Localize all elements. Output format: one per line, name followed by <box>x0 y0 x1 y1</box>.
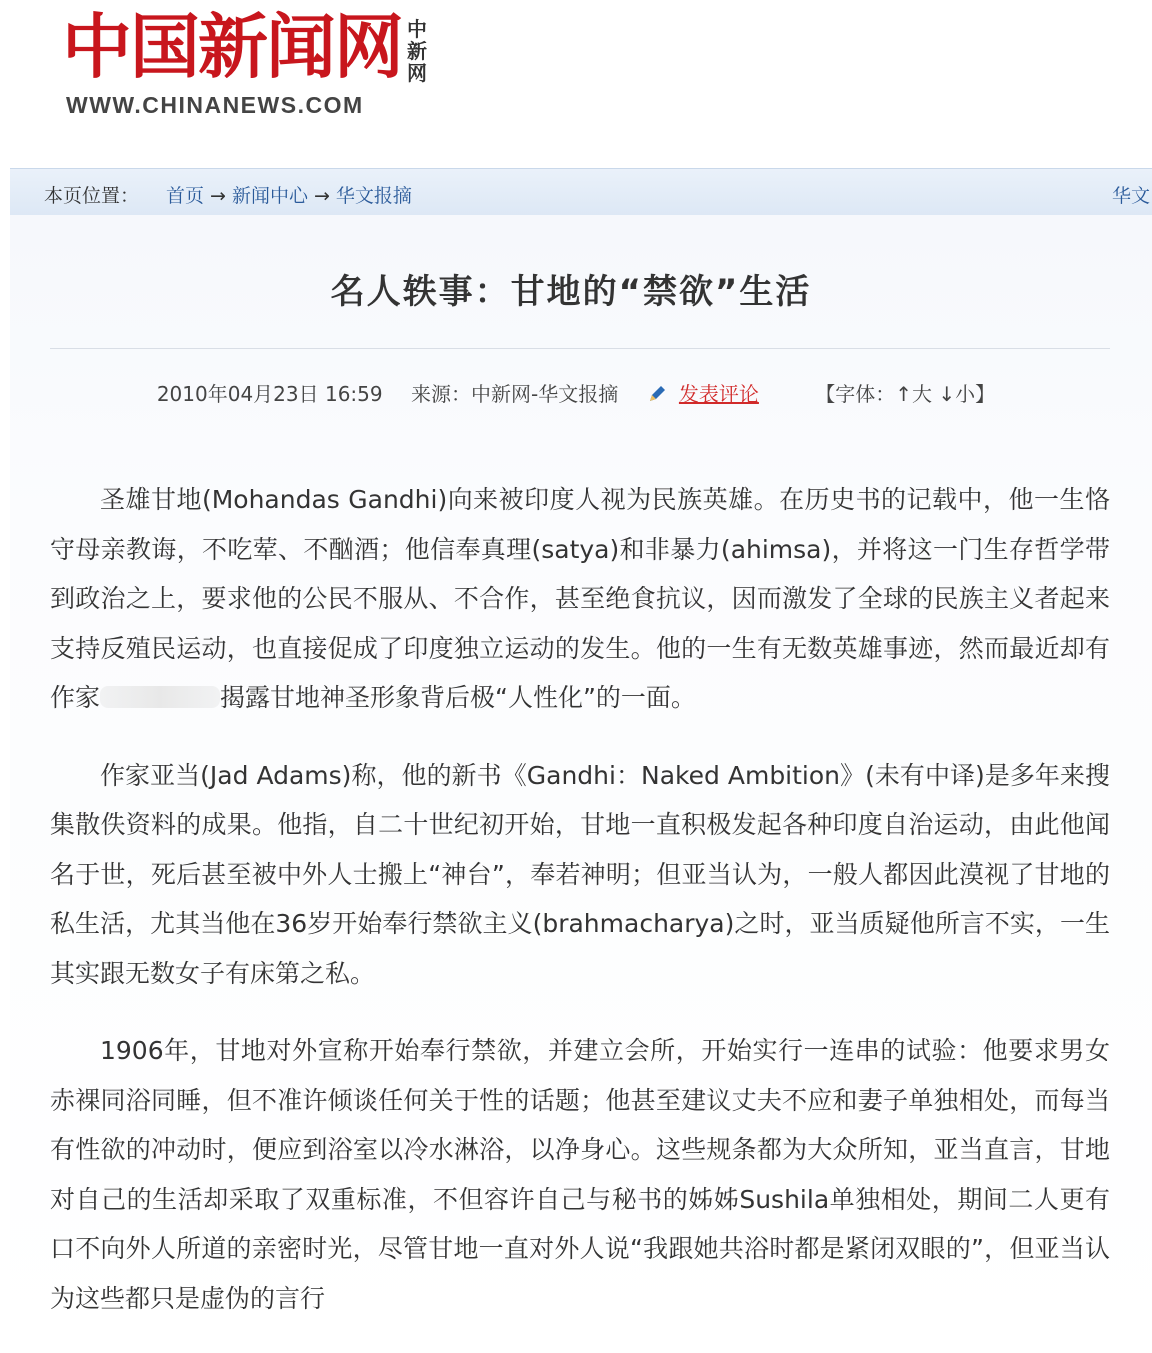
pencil-icon <box>647 384 667 404</box>
paragraph-text: 揭露甘地神圣形象背后极“人性化”的一面。 <box>220 683 696 712</box>
breadcrumb-bar <box>10 168 1152 216</box>
breadcrumb-home-link[interactable]: 首页 <box>166 185 205 207</box>
paragraph <box>50 751 1110 999</box>
article-title: 名人轶事：甘地的“禁欲”生活 <box>330 272 812 312</box>
title-divider <box>50 348 1110 349</box>
paragraph-text: 圣雄甘地(Mohandas Gandhi)向来被印度人视为民族英雄。在历史书的记载中，他一生恪守母亲教诲，不吃荤、不酗酒；他信奉真理(satya)和非暴力(ahimsa)，并将这一门生存哲学带到政治之上，要求他的公民不服从、不合作，甚至绝食抗议，因而激发了全球的民族主义者起来支持反殖民运动，也直接促成了印度独立运动的发生。他的一生有无数英雄事迹，然而最近却有作家 <box>50 485 1110 712</box>
logo-url-text: WWW.CHINANEWS.COM <box>66 92 364 118</box>
breadcrumb-news-center-link[interactable]: 新闻中心 <box>231 185 308 207</box>
arrow-right-icon: → <box>210 185 226 207</box>
article-datetime: 2010年04月23日 16:59 <box>156 382 383 406</box>
paragraph <box>50 475 1110 723</box>
article-meta <box>0 378 1152 407</box>
logo-small-text: 中新网 <box>407 17 427 85</box>
site-logo[interactable] <box>62 6 442 124</box>
breadcrumb <box>166 181 412 208</box>
font-size-control[interactable]: 【字体：↑大 ↓小】 <box>815 382 996 406</box>
paragraph-text: 1906年，甘地对外宣称开始奉行禁欲，并建立会所，开始实行一连串的试验：他要求男女赤裸同浴同睡，但不准许倾谈任何关于性的话题；他甚至建议丈夫不应和妻子单独相处，而每当有性欲的冲动时，便应到浴室以冷水淋浴，以净身心。这些规条都为大众所知，亚当直言，甘地对自己的生活却采取了双重标准，不但容许自己与秘书的姊姊Sushila单独相处，期间二人更有口不向外人所道的亲密时光，尽管甘地一直对外人说“我跟她共浴时都是紧闭双眼的”，但亚当认为这些都只是虚伪的言行 <box>50 1036 1110 1313</box>
logo-chinese-text: 中国新闻网 <box>62 5 402 88</box>
blurred-text <box>100 686 220 708</box>
article-body <box>50 475 1110 1351</box>
breadcrumb-digest-link[interactable]: 华文报摘 <box>335 185 412 207</box>
paragraph <box>50 1026 1110 1323</box>
article-source: 来源：中新网-华文报摘 <box>410 382 619 406</box>
paragraph-text: 作家亚当(Jad Adams)称，他的新书《Gandhi：Naked Ambition》(未有中译)是多年来搜集散佚资料的成果。他指，自二十世纪初开始，甘地一直积极发起各种印度自治运动，由此他闻名于世，死后甚至被中外人士搬上“神台”，奉若神明；但亚当认为，一般人都因此漠视了甘地的私生活，尤其当他在36岁开始奉行禁欲主义(brahmacharya)之时，亚当质疑他所言不实，一生其实跟无数女子有床第之私。 <box>50 760 1110 988</box>
arrow-right-icon: → <box>313 185 330 207</box>
breadcrumb-right-link[interactable]: 华文 <box>1112 185 1151 207</box>
post-comment-link[interactable]: 发表评论 <box>678 382 759 406</box>
breadcrumb-label: 本页位置： <box>44 185 140 207</box>
